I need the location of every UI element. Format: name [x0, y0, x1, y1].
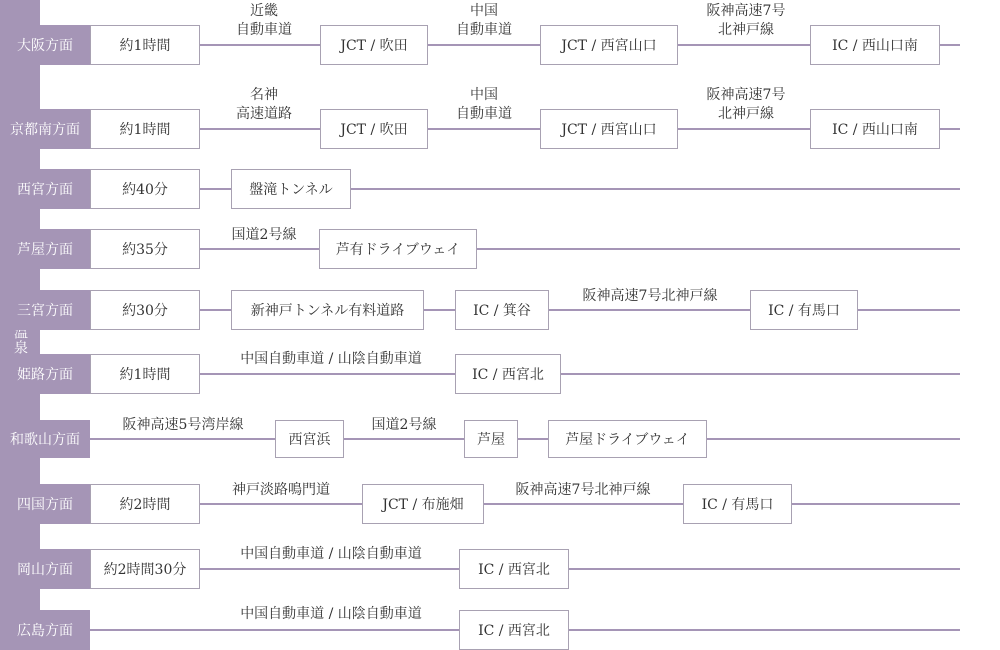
region-label[interactable]: 四国方面	[0, 484, 90, 524]
travel-time: 約1時間	[90, 25, 200, 65]
travel-time: 約35分	[90, 229, 200, 269]
road-label: 神戸淡路鳴門道	[232, 482, 330, 498]
route-node[interactable]: 芦有ドライブウェイ	[319, 229, 477, 269]
route-node[interactable]: IC / 西山口南	[810, 25, 940, 65]
route-node[interactable]: IC / 西宮北	[455, 354, 561, 394]
travel-time: 約30分	[90, 290, 200, 330]
road-label: 中国自動車道 / 山陰自動車道	[240, 351, 422, 367]
region-label[interactable]: 岡山方面	[0, 549, 90, 589]
road-label: 阪神高速7号 北神戸線	[706, 3, 786, 38]
region-label[interactable]: 和歌山方面	[0, 420, 90, 458]
region-label[interactable]: 芦屋方面	[0, 229, 90, 269]
route-node[interactable]: JCT / 吹田	[320, 25, 428, 65]
road-label: 名神 高速道路	[236, 87, 292, 122]
region-label[interactable]: 広島方面	[0, 610, 90, 650]
route-node[interactable]: 西宮浜	[275, 420, 344, 458]
road-label: 阪神高速7号 北神戸線	[706, 87, 786, 122]
road-label: 阪神高速7号北神戸線	[582, 288, 718, 304]
route-node[interactable]: IC / 西宮北	[459, 610, 569, 650]
travel-time: 約1時間	[90, 354, 200, 394]
road-label: 近畿 自動車道	[236, 3, 292, 38]
road-label: 中国 自動車道	[456, 3, 512, 38]
region-label[interactable]: 西宮方面	[0, 169, 90, 209]
route-node[interactable]: IC / 有馬口	[750, 290, 858, 330]
travel-time: 約1時間	[90, 109, 200, 149]
road-label: 阪神高速7号北神戸線	[515, 482, 651, 498]
road-label: 国道2号線	[231, 227, 297, 243]
region-label[interactable]: 姫路方面	[0, 354, 90, 394]
road-label: 中国 自動車道	[456, 87, 512, 122]
road-label: 中国自動車道 / 山陰自動車道	[240, 546, 422, 562]
route-node[interactable]: JCT / 西宮山口	[540, 109, 678, 149]
road-label: 国道2号線	[371, 417, 437, 433]
route-node[interactable]: 新神戸トンネル有料道路	[231, 290, 424, 330]
route-node[interactable]: IC / 有馬口	[683, 484, 792, 524]
route-node[interactable]: IC / 西山口南	[810, 109, 940, 149]
road-label: 阪神高速5号湾岸線	[122, 417, 244, 433]
route-node[interactable]: IC / 箕谷	[455, 290, 549, 330]
road-label: 中国自動車道 / 山陰自動車道	[240, 606, 422, 622]
route-node[interactable]: 芦屋	[464, 420, 518, 458]
travel-time: 約2時間	[90, 484, 200, 524]
route-node[interactable]: IC / 西宮北	[459, 549, 569, 589]
route-node[interactable]: 芦屋ドライブウェイ	[548, 420, 707, 458]
region-label[interactable]: 大阪方面	[0, 25, 90, 65]
route-node[interactable]: 盤滝トンネル	[231, 169, 351, 209]
travel-time: 約40分	[90, 169, 200, 209]
route-node[interactable]: JCT / 布施畑	[362, 484, 484, 524]
region-label[interactable]: 三宮方面	[0, 290, 90, 330]
route-node[interactable]: JCT / 西宮山口	[540, 25, 678, 65]
region-label[interactable]: 京都南方面	[0, 109, 90, 149]
route-node[interactable]: JCT / 吹田	[320, 109, 428, 149]
travel-time: 約2時間30分	[90, 549, 200, 589]
